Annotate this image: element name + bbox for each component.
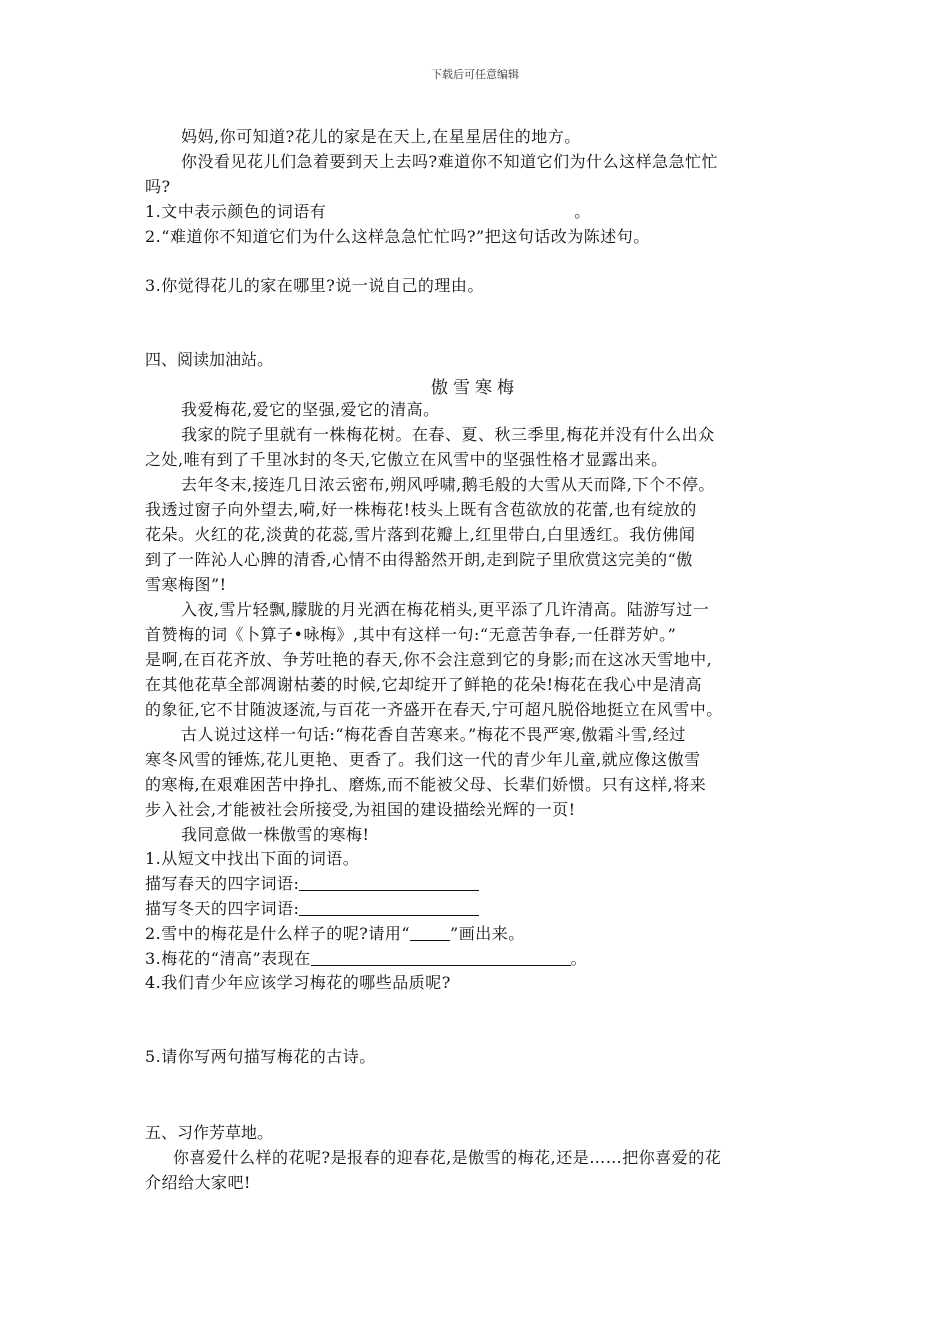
question-2-post: ”画出来。 xyxy=(450,924,525,943)
article-para-5-line: 的寒梅,在艰难困苦中挣扎、磨炼,而不能被父母、长辈们娇惯。只有这样,将来 xyxy=(145,775,707,794)
article-para-5-line: 古人说过这样一句话:“梅花香自苦寒来。”梅花不畏严寒,傲霜斗雪,经过 xyxy=(181,725,686,744)
article-para-4-line: 在其他花草全部凋谢枯萎的时候,它却绽开了鲜艳的花朵!梅花在我心中是清高 xyxy=(145,675,703,694)
spring-words-blank[interactable] xyxy=(299,873,479,891)
winter-words-row xyxy=(145,898,479,920)
poem-line-1: 妈妈,你可知道?花儿的家是在天上,在星星居住的地方。 xyxy=(181,127,581,146)
spring-words-label: 描写春天的四字词语: xyxy=(145,874,300,893)
article-para-5-line: 步入社会,才能被社会所接受,为祖国的建设描绘光辉的一页! xyxy=(145,800,576,819)
question-3-home: 3.你觉得花儿的家在哪里?说一说自己的理由。 xyxy=(145,276,484,295)
article-para-3-line: 去年冬末,接连几日浓云密布,朔风呼啸,鹅毛般的大雪从天而降,下个不停。 xyxy=(181,475,715,494)
winter-words-label: 描写冬天的四字词语: xyxy=(145,899,300,918)
section-4-heading: 四、阅读加油站。 xyxy=(145,350,274,369)
article-para-1: 我爱梅花,爱它的坚强,爱它的清高。 xyxy=(181,400,440,419)
poem-line-2: 你没看见花儿们急着要到天上去吗?难道你不知道它们为什么这样急急忙忙 xyxy=(181,152,719,171)
winter-words-blank[interactable] xyxy=(299,898,479,916)
question-1-colors xyxy=(145,201,591,223)
page-header: 下载后可任意编辑 xyxy=(431,68,519,81)
section-5-prompt-line-1: 你喜爱什么样的花呢?是报春的迎春花,是傲雪的梅花,还是……把你喜爱的花 xyxy=(173,1148,722,1167)
question-3-post: 。 xyxy=(570,949,588,968)
underline-sample xyxy=(410,923,450,941)
question-1-end: 。 xyxy=(574,202,591,221)
section-5-heading: 五、习作芳草地。 xyxy=(145,1123,274,1142)
article-title: 傲雪寒梅 xyxy=(431,378,519,398)
article-para-3-line: 花朵。火红的花,淡黄的花蕊,雪片落到花瓣上,红里带白,白里透红。我仿佛闻 xyxy=(145,525,696,544)
article-para-4-line: 入夜,雪片轻飘,朦胧的月光洒在梅花梢头,更平添了几许清高。陆游写过一 xyxy=(181,600,710,619)
question-3-pre: 3.梅花的“清高”表现在 xyxy=(145,949,311,968)
question-1-text: 1.文中表示颜色的词语有 xyxy=(145,202,327,221)
question-3-blank[interactable] xyxy=(311,948,571,966)
article-para-4-line: 首赞梅的词《卜算子•咏梅》,其中有这样一句:“无意苦争春,一任群芳妒。” xyxy=(145,625,677,644)
article-para-3-line: 到了一阵沁人心脾的清香,心情不由得豁然开朗,走到院子里欣赏这完美的“傲 xyxy=(145,550,693,569)
article-para-3-line: 雪寒梅图”! xyxy=(145,575,227,594)
article-para-4-line: 是啊,在百花齐放、争芳吐艳的春天,你不会注意到它的身影;而在这冰天雪地中, xyxy=(145,650,713,669)
section-4-question-1: 1.从短文中找出下面的词语。 xyxy=(145,849,360,868)
section-4-question-4: 4.我们青少年应该学习梅花的哪些品质呢? xyxy=(145,973,451,992)
question-2-pre: 2.雪中的梅花是什么样子的呢?请用“ xyxy=(145,924,411,943)
article-para-2-line: 之处,唯有到了千里冰封的冬天,它傲立在风雪中的坚强性格才显露出来。 xyxy=(145,450,668,469)
question-2-rewrite: 2.“难道你不知道它们为什么这样急急忙忙吗?”把这句话改为陈述句。 xyxy=(145,227,650,246)
poem-line-3: 吗? xyxy=(145,177,171,196)
article-para-5-line: 寒冬风雪的锤炼,花儿更艳、更香了。我们这一代的青少年儿童,就应像这傲雪 xyxy=(145,750,701,769)
section-4-question-2 xyxy=(145,923,525,945)
article-para-6: 我同意做一株傲雪的寒梅! xyxy=(181,825,370,844)
article-para-2-line: 我家的院子里就有一株梅花树。在春、夏、秋三季里,梅花并没有什么出众 xyxy=(181,425,715,444)
section-4-question-5: 5.请你写两句描写梅花的古诗。 xyxy=(145,1047,376,1066)
article-para-4-line: 的象征,它不甘随波逐流,与百花一齐盛开在春天,宁可超凡脱俗地挺立在风雪中。 xyxy=(145,700,723,719)
section-4-question-3 xyxy=(145,948,587,970)
spring-words-row xyxy=(145,873,479,895)
section-5-prompt-line-2: 介绍给大家吧! xyxy=(145,1173,251,1192)
article-para-3-line: 我透过窗子向外望去,嗬,好一株梅花!枝头上既有含苞欲放的花蕾,也有绽放的 xyxy=(145,500,697,519)
